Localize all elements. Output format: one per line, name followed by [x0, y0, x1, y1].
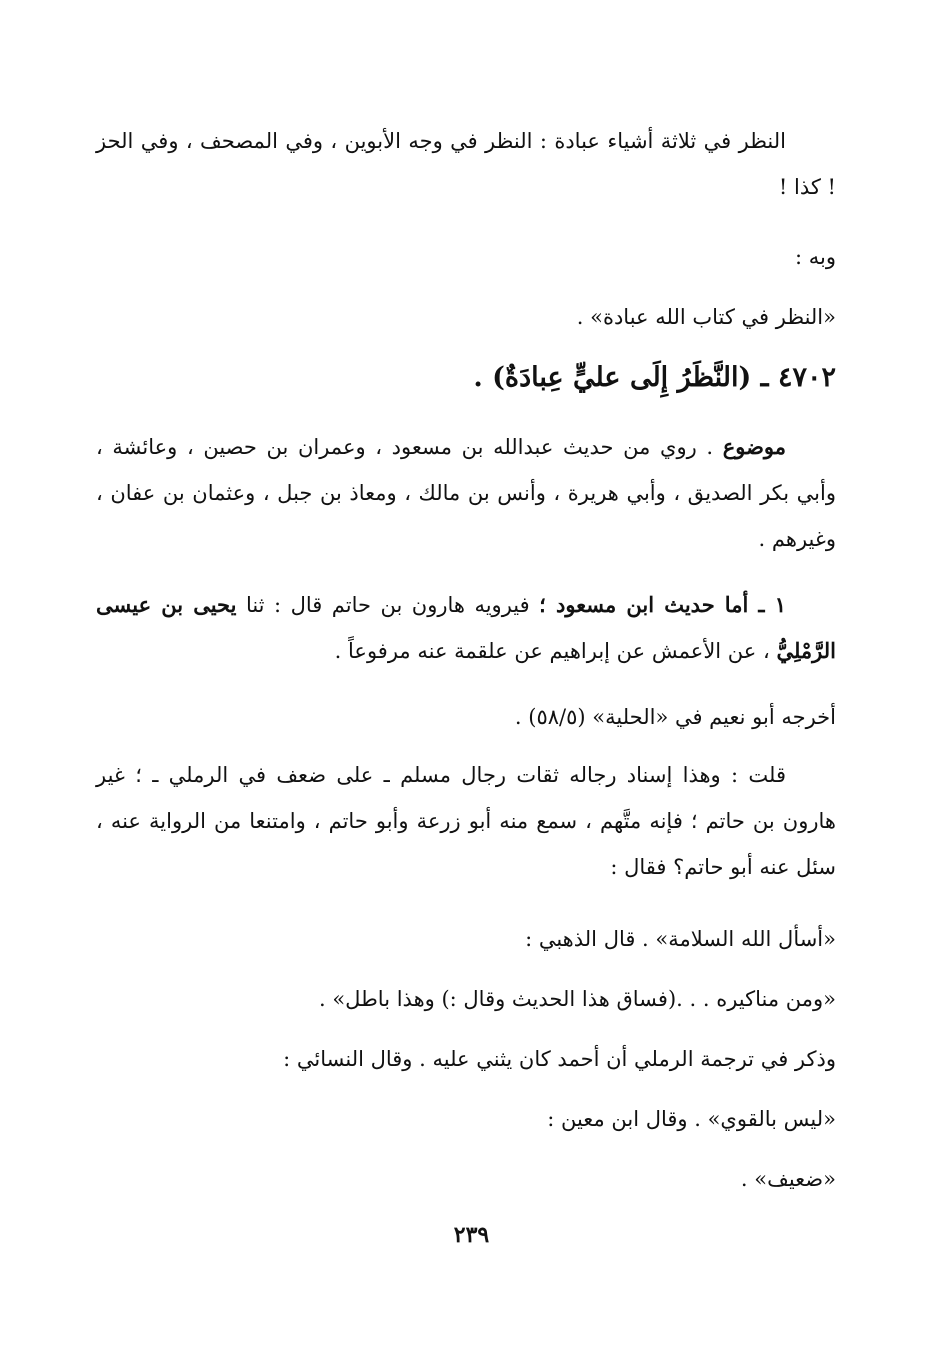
paragraph-text: فيرويه هارون بن حاتم قال : ثنا	[245, 593, 530, 617]
verdict-label: موضوع	[722, 434, 786, 459]
paragraph-nasai-quote: «ليس بالقوي» . وقال ابن معين :	[547, 1107, 836, 1131]
page-number: ٢٣٩	[453, 1222, 490, 1248]
paragraph-dhahabi-quote: «أسأل الله السلامة» . قال الذهبي :	[525, 927, 836, 951]
paragraph-and-with-it: وبه :	[795, 245, 836, 269]
paragraph-manakir-quote: «ومن مناكيره . . .(فساق هذا الحديث وقال :) وهذا باطل» .	[318, 987, 836, 1011]
paragraph-text: ، عن الأعمش عن إبراهيم عن علقمة عنه مرفوعاً .	[334, 639, 770, 663]
paragraph-fabricated-narrators	[96, 424, 836, 562]
paragraph-isnad-assessment: قلت : وهذا إسناد رجاله ثقات رجال مسلم ـ على ضعف في الرملي ـ ؛ غير هارون بن حاتم ؛ فإنه متَّهم ، سمع منه أبو زرعة وأبو حاتم ، وامتنعا من الرواية عنه ، سئل عنه أبو حاتم؟ فقال :	[96, 763, 836, 879]
paragraph-text: . روي من حديث عبدالله بن مسعود ، وعمران بن حصين ، وعائشة ، وأبي بكر الصديق ، وأبي هريرة ، وأنس بن مالك ، ومعاذ بن جبل ، وعثمان بن عفان ، وغيرهم .	[96, 435, 836, 551]
paragraph-ibn-main-quote: «ضعيف» .	[740, 1167, 836, 1191]
hadith-heading: ٤٧٠٢ ـ (النَّظَرُ إِلَى عليٍّ عِبادَةٌ) .	[473, 362, 836, 393]
paragraph-ibn-masud-chain	[96, 582, 836, 674]
paragraph-ramli-biography: وذكر في ترجمة الرملي أن أحمد كان يثني عليه . وقال النسائي :	[283, 1047, 836, 1071]
paragraph-gaze-three-things: النظر في ثلاثة أشياء عبادة : النظر في وجه الأبوين ، وفي المصحف ، وفي الحز ! كذا !	[96, 129, 836, 199]
section-label: ١ ـ أما حديث ابن مسعود ؛	[539, 592, 786, 617]
narrator-name: يحيى بن عيسى الرَّمْلِيُّ	[96, 592, 836, 663]
paragraph-quran-gaze-quote: «النظر في كتاب الله عبادة» .	[576, 305, 836, 329]
paragraph-source-hilya: أخرجه أبو نعيم في «الحلية» (٥٨/٥) .	[514, 705, 836, 729]
